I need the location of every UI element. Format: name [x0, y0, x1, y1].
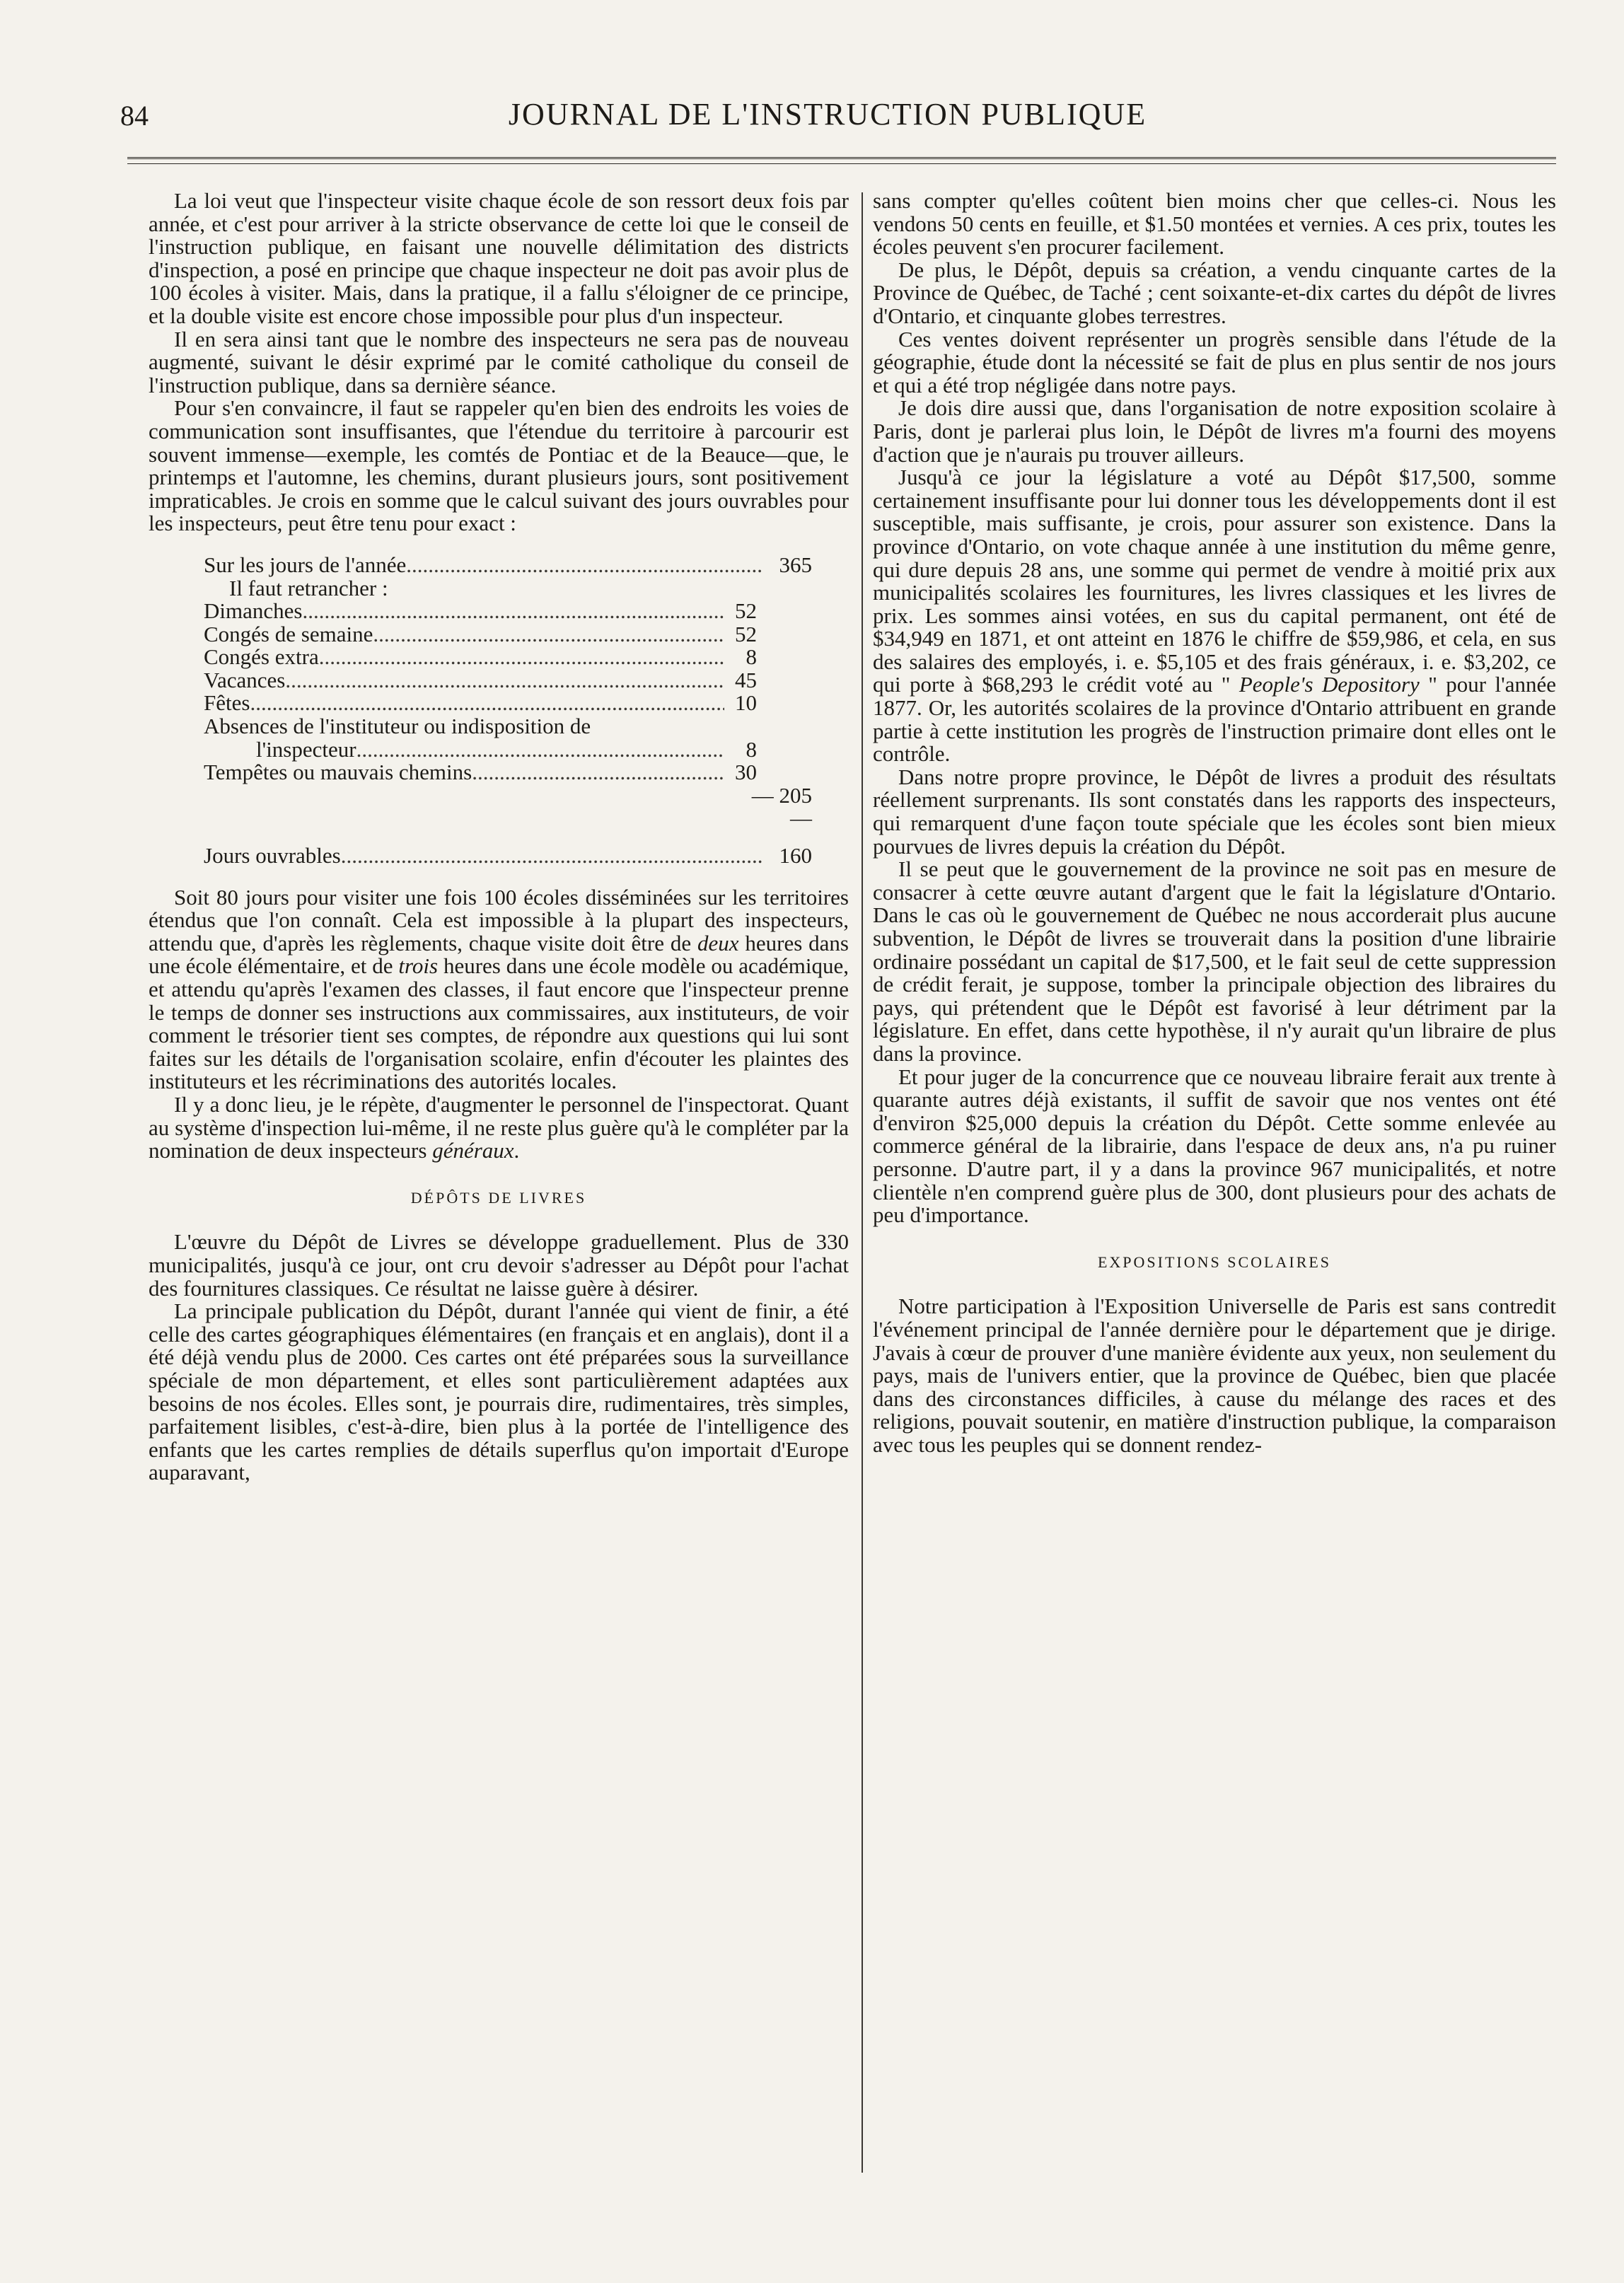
- table-row: Congés extra ..... 8: [204, 646, 812, 669]
- section-title-expositions: EXPOSITIONS SCOLAIRES: [1097, 1253, 1332, 1271]
- table-row: Fêtes ..... 10: [204, 692, 812, 715]
- table-row: l'inspecteur ..... 8: [204, 738, 812, 762]
- right-paragraph-6: Dans notre propre province, le Dépôt de livres a produit des résultats réellement surprenants. Ils sont constatés dans les rapports des inspecteurs, qui remarquent d'une façon toute spéciale que les écoles sont bien mieux pourvues de livres depuis la création du Dépôt.: [873, 764, 1556, 859]
- table-row: Sur les jours de l'année ..... 365: [204, 554, 812, 577]
- table-row: Tempêtes ou mauvais chemins ..... 30: [204, 761, 812, 784]
- header-rule: [127, 157, 1556, 164]
- table-row: Il faut retrancher :: [229, 575, 388, 600]
- table-row: Dimanches ..... 52: [204, 600, 812, 623]
- right-paragraph-7: Il se peut que le gouvernement de la province ne soit pas en mesure de consacrer à cette œuvre autant d'argent que le fait la législature d'Ontario. Dans le cas où le gouvernement de Québec ne nous accorderait plus aucune subvention, le Dépôt de livres se trouverait dans la position d'une librairie ordinaire possédant un capital de $17,500, et le fait seul de cette suppression de crédit ferait, je suppose, tomber la principale objection des libraires du pays, qui prétendent que le Dépôt est favorisé à leur détriment par la législature. En effet, dans cette hypothèse, il n'y aurait qu'un libraire de plus dans la province.: [873, 856, 1556, 1066]
- table-rule: —: [790, 806, 812, 831]
- table-row: Absences de l'instituteur ou indisposition de: [204, 714, 591, 739]
- left-paragraph-5: Il y a donc lieu, je le répète, d'augmenter le personnel de l'inspectorat. Quant au système d'inspection lui-même, il ne reste plus guère qu'à le compléter par la nomination de deux inspecteurs généraux.: [149, 1091, 849, 1163]
- table-row: Jours ouvrables ..... 160: [204, 844, 812, 868]
- right-paragraph-9: Notre participation à l'Exposition Universelle de Paris est sans contredit l'événement principal de l'année dernière pour le département que je dirige. J'avais à cœur de prouver d'une manière évidente aux yeux, non seulement du pays, mais de l'univers entier, que la province de Québec, bien que placée dans des circonstances difficiles, à cause du mélange des races et des religions, pouvait soutenir, en matière d'instruction publique, la comparaison avec tous les peuples qui se donnent rendez-: [873, 1294, 1556, 1457]
- right-paragraph-1: sans compter qu'elles coûtent bien moins cher que celles-ci. Nous les vendons 50 cents en feuille, et $1.50 montées et vernies. A ces prix, toutes les écoles peuvent s'en procurer facilement.: [873, 188, 1556, 260]
- left-paragraph-1: La loi veut que l'inspecteur visite chaque école de son ressort deux fois par année, et c'est pour arriver à la stricte observance de cette loi que le conseil de l'instruction publique, en faisant une nouvelle délimitation des districts d'inspection, a posé en principe que chaque inspecteur ne doit pas avoir plus de 100 écoles à visiter. Mais, dans la pratique, il a fallu s'éloigner de ce principe, et la double visite est encore chose impossible pour plus d'un inspecteur.: [149, 188, 849, 328]
- page-header: [120, 92, 1535, 134]
- left-paragraph-3: Pour s'en convaincre, il faut se rappeler qu'en bien des endroits les voies de communication sont insuffisantes, que l'étendue du territoire à parcourir est souvent immense—exemple, les comtés de Pontiac et de la Beauce—que, le printemps et l'automne, les chemins, durant plusieurs jours, sont positivement impraticables. Je crois en somme que le calcul suivant des jours ouvrables pour les inspecteurs, peut être tenu pour exact :: [149, 395, 849, 536]
- left-column: [149, 190, 849, 1485]
- left-paragraph-6: L'œuvre du Dépôt de Livres se développe graduellement. Plus de 330 municipalités, jusqu'à ce jour, ont cru devoir s'adresser au Dépôt pour l'achat des fournitures classiques. Ce résultat ne laisse guère à désirer.: [149, 1229, 849, 1301]
- right-paragraph-3: Ces ventes doivent représenter un progrès sensible dans l'étude de la géographie, étude dont la nécessité se fait de plus en plus sentir de nos jours et qui a été trop négligée dans notre pays.: [873, 326, 1556, 397]
- working-days-table: [204, 554, 812, 868]
- table-subtotal: — 205: [751, 782, 812, 808]
- right-paragraph-5: Jusqu'à ce jour la législature a voté au Dépôt $17,500, somme certainement insuffisante pour lui donner tous les développements dont il est susceptible, mais suffisante, je crois, pour assurer son existence. Dans la province d'Ontario, on vote chaque année à une institution du même genre, qui dure depuis 28 ans, une somme qui permet de vendre à moitié prix aux municipalités scolaires les fournitures, les livres classiques et les livres de prix. Les sommes ainsi votées, en sus du capital permanent, ont été de $34,949 en 1871, et ont atteint en 1876 le chiffre de $59,986, et cela, en sus des salaires des employés, i. e. $5,105 et des frais généraux, i. e. $3,202, ce qui porte à $68,293 le crédit voté au " People's Depository " pour l'année 1877. Or, les autorités scolaires de la province d'Ontario attribuent en grande partie à cette institution les progrès de l'instruction primaire dont elles ont le contrôle.: [873, 465, 1556, 767]
- right-paragraph-4: Je dois dire aussi que, dans l'organisation de notre exposition scolaire à Paris, dont je parlerai plus loin, le Dépôt de livres m'a fourni des moyens d'action que je n'aurais pu trouver ailleurs.: [873, 395, 1556, 467]
- table-row: Vacances ..... 45: [204, 669, 812, 692]
- left-paragraph-7: La principale publication du Dépôt, durant l'année qui vient de finir, a été celle des cartes géographiques élémentaires (en français et en anglais), dont il a été déjà vendu plus de 2000. Ces cartes ont été préparées sous la surveillance spéciale de mon département, et elles sont particulièrement adaptées aux besoins de nos écoles. Elles sont, je pourrais dire, rudimentaires, très simples, parfaitement lisibles, c'est-à-dire, bien plus à la portée de l'intelligence des enfants que les cartes remplies de détails superflus qu'on importait d'Europe auparavant,: [149, 1299, 849, 1485]
- right-column: [873, 190, 1556, 1456]
- left-paragraph-2: Il en sera ainsi tant que le nombre des inspecteurs ne sera pas de nouveau augmenté, suivant le désir exprimé par le comité catholique du conseil de l'instruction publique, dans sa dernière séance.: [149, 326, 849, 397]
- right-paragraph-2: De plus, le Dépôt, depuis sa création, a vendu cinquante cartes de la Province de Québec, de Taché ; cent soixante-et-dix cartes du dépôt de livres d'Ontario, et cinquante globes terrestres.: [873, 257, 1556, 328]
- page-number: 84: [120, 100, 149, 132]
- column-divider: [862, 192, 863, 2173]
- left-paragraph-4: Soit 80 jours pour visiter une fois 100 écoles disséminées sur les territoires étendus que l'on connaît. Cela est impossible à la plupart des inspecteurs, attendu que, d'après les règlements, chaque visite doit être de deux heures dans une école élémentaire, et de trois heures dans une école modèle ou académique, et attendu qu'après l'examen des classes, il faut encore que l'inspecteur prenne le temps de donner ses instructions aux commissaires, aux instituteurs, de voir comment le trésorier tient ses comptes, de répondre aux questions qui lui sont faites sur les détails de l'organisation scolaire, enfin d'écouter les plaintes des instituteurs et les récriminations des autorités locales.: [149, 884, 849, 1094]
- right-paragraph-8: Et pour juger de la concurrence que ce nouveau libraire ferait aux trente à quarante autres déjà existants, il suffit de savoir que nos ventes ont été d'environ $25,000 depuis la création du Dépôt. Cette somme enlevée au commerce général de la librairie, dans l'espace de deux ans, n'a pu ruiner personne. D'autre part, il y a dans la province 967 municipalités, et notre clientèle n'en comprend guère plus de 300, dont plusieurs pour des achats de peu d'importance.: [873, 1064, 1556, 1228]
- section-title-depots: DÉPÔTS DE LIVRES: [410, 1188, 587, 1207]
- running-title: JOURNAL DE L'INSTRUCTION PUBLIQUE: [508, 97, 1147, 132]
- table-row: Congés de semaine ..... 52: [204, 623, 812, 646]
